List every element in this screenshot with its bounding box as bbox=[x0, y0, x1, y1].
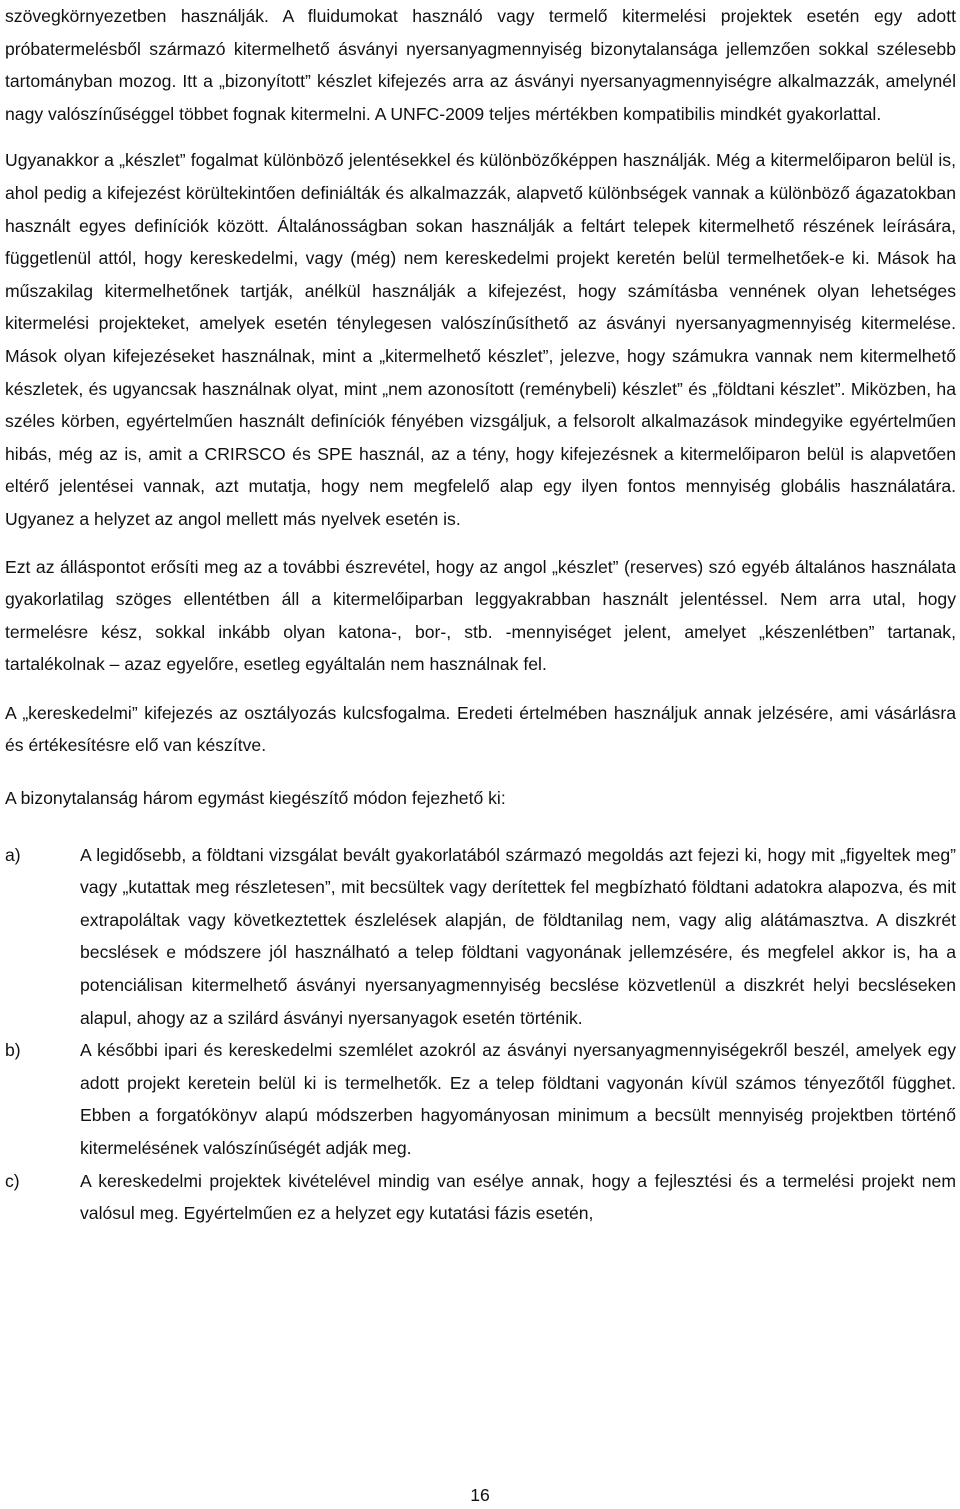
list-marker-b: b) bbox=[5, 1040, 21, 1061]
paragraph-3: Ezt az álláspontot erősíti meg az a további észrevétel, hogy az angol „készlet” (reserves) szó egyéb általános használata gyakorlatilag szöges ellentétben áll a kitermelőiparban leggyakrabban használt jelentéssel. Nem arra utal, hogy termelésre kész, sokkal inkább olyan katona-, bor-, stb. -mennyiséget jelent, amelyet „készenlétben” tartanak, tartalékolnak – azaz egyelőre, esetleg egyáltalán nem használnak fel. bbox=[5, 556, 956, 675]
list-text-c: A kereskedelmi projektek kivételével mindig van esélye annak, hogy a fejlesztési és a termelési projekt nem valósul meg. Egyértelműen ez a helyzet egy kutatási fázis esetén, bbox=[80, 1170, 956, 1224]
paragraph-5: A bizonytalanság három egymást kiegészítő módon fejezhető ki: bbox=[5, 788, 506, 809]
uncertainty-list bbox=[5, 839, 956, 1230]
list-item-a bbox=[5, 839, 956, 1035]
paragraph-4: A „kereskedelmi” kifejezés az osztályozás kulcsfogalma. Eredeti értelmében használjuk annak jelzésére, ami vásárlásra és értékesítésre elő van készítve. bbox=[5, 702, 956, 756]
document-page bbox=[5, 0, 956, 1230]
list-text-a: A legidősebb, a földtani vizsgálat bevált gyakorlatából származó megoldás azt fejezi ki, hogy mit „figyeltek meg” vagy „kutattak meg részletesen”, mit becsültek vagy derítettek fel megbízható földtani adatokra alapozva, és mit extrapoláltak vagy következtettek észlelések alapján, de földtanilag nem, vagy alig alátámasztva. A diszkrét becslések e módszere jól használható a telep földtani vagyonának jellemzésére, és megfelel akkor is, ha a potenciálisan kitermelhető ásványi nyersanyagmennyiség becslése közvetlenül a diszkrét helyi becsléseken alapul, ahogy az a szilárd ásványi nyersanyagok esetén történik. bbox=[80, 844, 956, 1028]
list-marker-a: a) bbox=[5, 844, 21, 865]
paragraph-1: szövegkörnyezetben használják. A fluidumokat használó vagy termelő kitermelési projektek esetén egy adott próbatermelésből származó kitermelhető ásványi nyersanyagmennyiség bizonytalansága jellemzően sokkal szélesebb tartományban mozog. Itt a „bizonyított” készlet kifejezés arra az ásványi nyersanyagmennyiségre alkalmazzák, amelynél nagy valószínűséggel többet fognak kitermelni. A UNFC-2009 teljes mértékben kompatibilis mindkét gyakorlattal. bbox=[5, 6, 956, 124]
page-number: 16 bbox=[470, 1485, 490, 1505]
list-marker-c: c) bbox=[5, 1170, 20, 1191]
paragraph-2: Ugyanakkor a „készlet” fogalmat különböző jelentésekkel és különbözőképpen használják. Még a kitermelőiparon belül is, ahol pedig a kifejezést körültekintően definiálták és alkalmazzák, alapvető különbségek vannak a különböző ágazatokban használt egyes definíciók között. Általánosságban sokan használják a feltárt telepek kitermelhető részének leírására, függetlenül attól, hogy kereskedelmi, vagy (még) nem kereskedelmi projekt keretén belül termelhetőek-e ki. Mások ha műszakilag kitermelhetőnek tartják, anélkül használják a kifejezést, hogy számításba vennének olyan lehetséges kitermelési projekteket, amelyek esetén ténylegesen valószínűsíthető az ásványi nyersanyagmennyiség kitermelése. Mások olyan kifejezéseket használnak, mint a „kitermelhető készlet”, jelezve, hogy számukra vannak nem kitermelhető készletek, és ugyancsak használnak olyat, mint „nem azonosított (reménybeli) készlet” és „földtani készlet”. Miközben, ha széles körben, egyértelműen használt definíciók fényében vizsgáljuk, a felsorolt alkalmazások mindegyike egyértelműen hibás, még az is, amit a CRIRSCO és SPE használ, az a tény, hogy kifejezésnek a kitermelőiparon belül is alapvetően eltérő jelentései vannak, azt mutatja, hogy nem megfelelő alap egy ilyen fontos mennyiség globális használatára. Ugyanez a helyzet az angol mellett más nyelvek esetén is. bbox=[5, 150, 956, 529]
list-text-b: A későbbi ipari és kereskedelmi szemlélet azokról az ásványi nyersanyagmennyiségekről beszél, amelyek egy adott projekt keretein belül ki is termelhetők. Ez a telep földtani vagyonán kívül számos tényezőtől függhet. Ebben a forgatókönyv alapú módszerben hagyományosan minimum a becsült mennyiség projektben történő kitermelésének valószínűségét adják meg. bbox=[80, 1040, 956, 1158]
list-item-b bbox=[5, 1034, 956, 1164]
list-item-c bbox=[5, 1165, 956, 1230]
